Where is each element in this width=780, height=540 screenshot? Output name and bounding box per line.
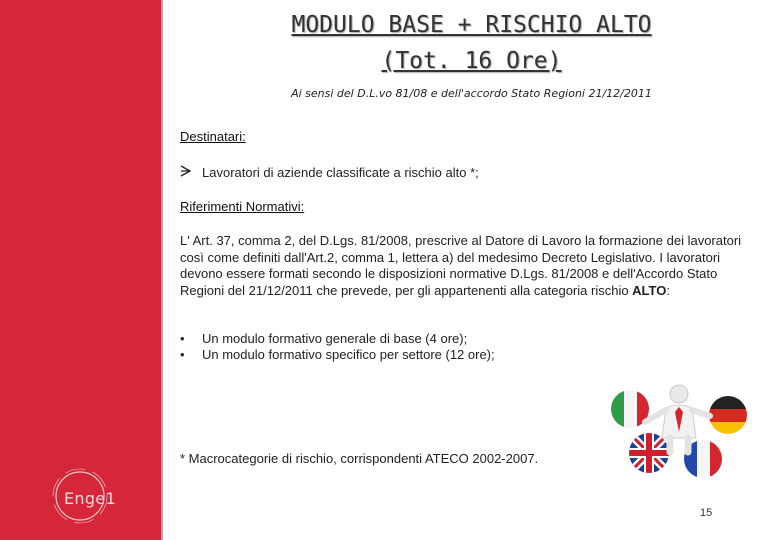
list-item-text: Un modulo formativo specifico per settore (12 ore); (202, 347, 495, 362)
destinatari-item-text: Lavoratori di aziende classificate a rischio alto *; (202, 165, 479, 180)
destinatari-heading: Destinatari: (180, 129, 246, 144)
slide-title: MODULO BASE + RISCHIO ALTO (291, 12, 652, 38)
bullet-dot-icon: • (180, 331, 185, 346)
riferimenti-heading: Riferimenti Normativi: (180, 199, 305, 214)
destinatari-item (180, 165, 479, 180)
slide-title-hours: (Tot. 16 Ore) (381, 48, 562, 74)
language-flags-illustration (600, 380, 760, 480)
logo-text: Enge1 (64, 489, 116, 508)
bullet-dot-icon: • (180, 347, 185, 362)
arrow-bullet-icon (180, 165, 202, 180)
uk-flag-icon (629, 433, 669, 473)
list-item (180, 331, 495, 347)
module-list (180, 331, 495, 363)
paragraph-text: L' Art. 37, comma 2, del D.Lgs. 81/2008, prescrive al Datore di Lavoro la formazione dei lavoratori così come definiti dall'Art.2, comma 1, lettera a) del medesimo Decreto Legislativo. I lavoratori devono essere formati secondo le disposizioni normative D.Lgs. 81/2008 e dell'Accordo Stato Regioni del 21/12/2011 che prevede, per gli appartenenti alla categoria rischio (180, 233, 742, 298)
list-item (180, 347, 495, 363)
slide-subtitle: Ai sensi del D.L.vo 81/08 e dell'accordo Stato Regioni 21/12/2011 (291, 87, 652, 100)
germany-flag-icon (709, 396, 747, 435)
sidebar-panel (0, 0, 163, 540)
footnote: * Macrocategorie di rischio, corrispondenti ATECO 2002-2007. (180, 451, 539, 466)
paragraph-bold-alto: ALTO (632, 282, 667, 298)
paragraph-colon: : (666, 282, 670, 298)
page-number: 15 (700, 507, 713, 519)
list-item-text: Un modulo formativo generale di base (4 ore); (202, 331, 468, 346)
riferimenti-paragraph (180, 233, 760, 299)
